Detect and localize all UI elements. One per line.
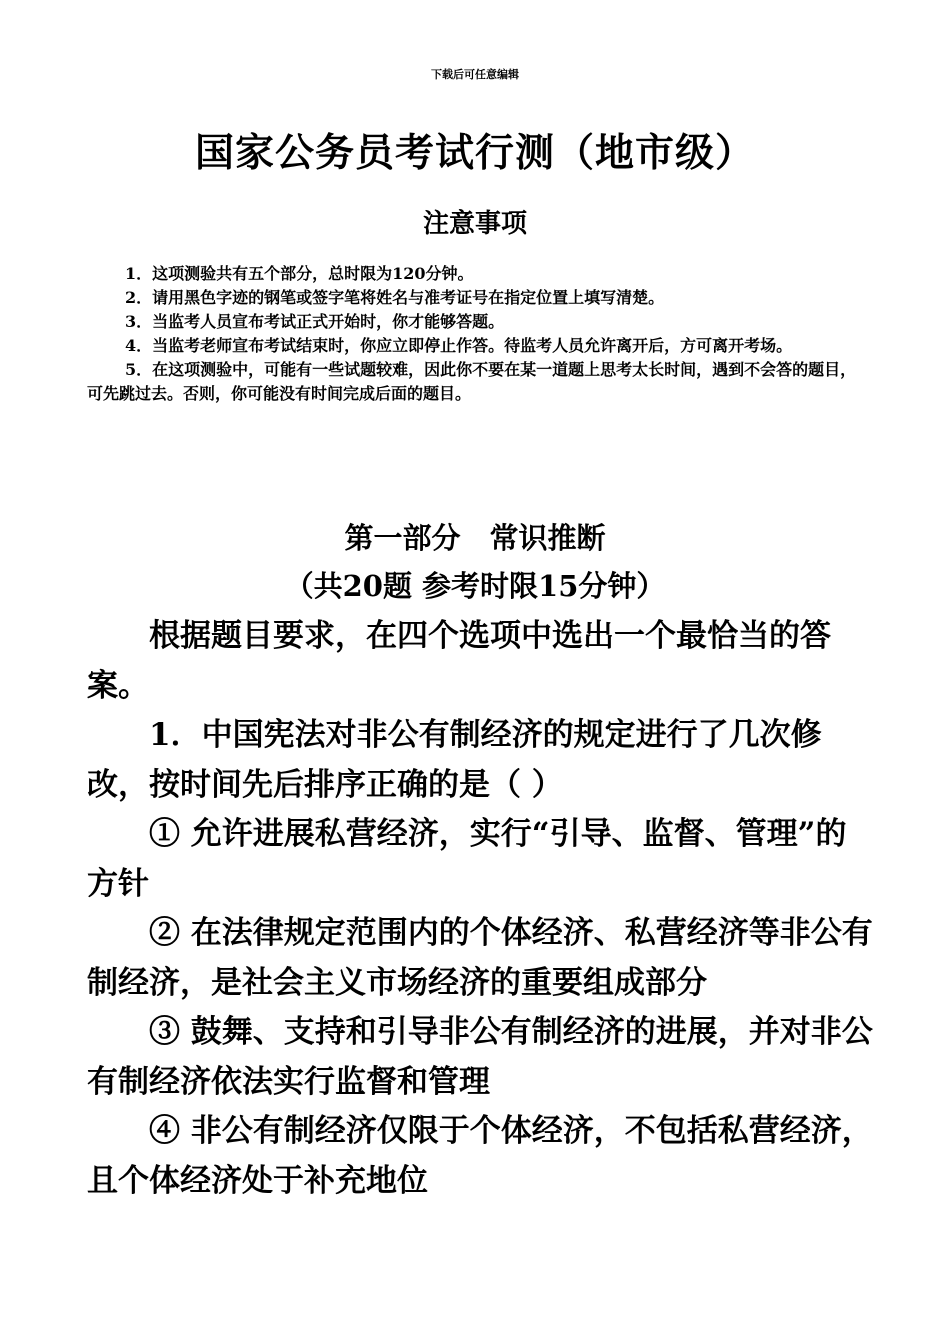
notice-title: 注意事项	[422, 209, 527, 239]
part-subtitle: （共20题 参考时限15分钟）	[284, 569, 666, 603]
question-option: ② 在法律规定范围内的个体经济、私营经济等非公有制经济，是社会主义市场经济的重要组成部分	[87, 915, 873, 1001]
question-stem: 1．中国宪法对非公有制经济的规定进行了几次修改，按时间先后排序正确的是（ ）	[87, 717, 822, 803]
notice-item: 3．当监考人员宣布考试正式开始时，你才能够答题。	[125, 312, 505, 331]
document-title: 国家公务员考试行测（地市级）	[194, 130, 755, 176]
header-note: 下载后可任意编辑	[431, 68, 519, 81]
notice-list	[87, 262, 865, 406]
question-option: ③ 鼓舞、支持和引导非公有制经济的进展，并对非公有制经济依法实行监督和管理	[87, 1014, 873, 1100]
notice-item: 2．请用黑色字迹的钢笔或签字笔将姓名与准考证号在指定位置上填写清楚。	[125, 288, 665, 307]
question-option: ④ 非公有制经济仅限于个体经济，不包括私营经济，且个体经济处于补充地位	[87, 1113, 873, 1199]
notice-item: 1．这项测验共有五个部分，总时限为120分钟。	[125, 264, 474, 283]
notice-item: 4．当监考老师宣布考试结束时，你应立即停止作答。待监考人员允许离开后，方可离开考场。	[125, 336, 793, 355]
notice-item: 5．在这项测验中，可能有一些试题较难，因此你不要在某一道题上思考太长时间，遇到不会答的题目，可先跳过去。否则，你可能没有时间完成后面的题目。	[87, 360, 857, 403]
part-title: 第一部分 常识推断	[344, 521, 606, 555]
question-option: ① 允许进展私营经济，实行“引导、监督、管理”的方针	[87, 816, 847, 902]
part-body	[87, 612, 877, 1206]
instruction-text: 根据题目要求，在四个选项中选出一个最恰当的答案。	[87, 618, 831, 704]
